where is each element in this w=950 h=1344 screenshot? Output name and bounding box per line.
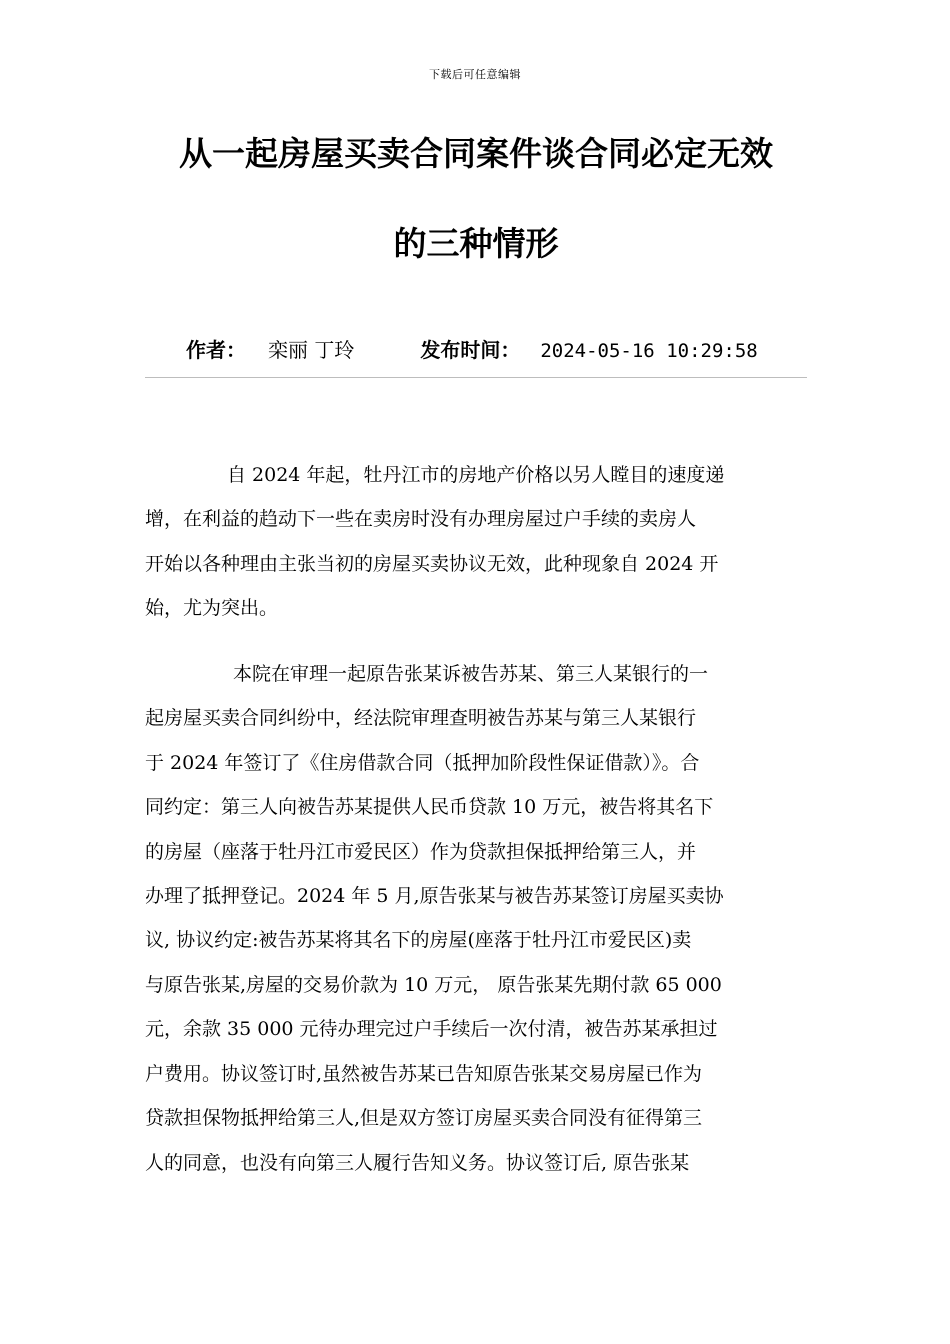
date-value: 2024-05-16 10:29:58 bbox=[540, 340, 758, 362]
paragraph-line: 户费用。协议签订时,虽然被告苏某已告知原告张某交易房屋已作为 bbox=[145, 1063, 703, 1085]
header-note: 下载后可任意编辑 bbox=[429, 68, 521, 81]
paragraph-line: 同约定：第三人向被告苏某提供人民币贷款 10 万元，被告将其名下 bbox=[145, 796, 714, 818]
title-line-1: 从一起房屋买卖合同案件谈合同必定无效 bbox=[179, 134, 773, 173]
author-value: 栾丽 丁玲 bbox=[268, 338, 355, 362]
paragraph-line: 开始以各种理由主张当初的房屋买卖协议无效，此种现象自 2024 开 bbox=[145, 553, 719, 575]
date-label: 发布时间： bbox=[420, 338, 521, 362]
paragraph-line: 增，在利益的趋动下一些在卖房时没有办理房屋过户手续的卖房人 bbox=[145, 508, 697, 530]
paragraph-line: 自 2024 年起，牡丹江市的房地产价格以另人瞠目的速度递 bbox=[227, 464, 725, 486]
paragraph-line: 贷款担保物抵押给第三人,但是双方签订房屋买卖合同没有征得第三 bbox=[145, 1107, 703, 1129]
paragraph-line: 起房屋买卖合同纠纷中，经法院审理查明被告苏某与第三人某银行 bbox=[145, 707, 697, 729]
paragraph-line: 办理了抵押登记。2024 年 5 月,原告张某与被告苏某签订房屋买卖协 bbox=[145, 885, 724, 907]
divider bbox=[145, 377, 807, 378]
author-label: 作者： bbox=[186, 338, 246, 362]
paragraph-line: 议, 协议约定:被告苏某将其名下的房屋(座落于牡丹江市爱民区)卖 bbox=[145, 929, 692, 951]
paragraph-line: 与原告张某,房屋的交易价款为 10 万元， 原告张某先期付款 65 000 bbox=[145, 974, 722, 996]
paragraph-line: 本院在审理一起原告张某诉被告苏某、第三人某银行的一 bbox=[233, 663, 709, 685]
title-line-2: 的三种情形 bbox=[393, 224, 559, 263]
paragraph-line: 始，尤为突出。 bbox=[145, 597, 279, 619]
paragraph-line: 人的同意，也没有向第三人履行告知义务。协议签订后, 原告张某 bbox=[145, 1152, 690, 1174]
paragraph-line: 于 2024 年签订了《住房借款合同（抵押加阶段性保证借款）》。合 bbox=[145, 752, 700, 774]
paragraph-line: 元，余款 35 000 元待办理完过户手续后一次付清，被告苏某承担过 bbox=[145, 1018, 718, 1040]
paragraph-line: 的房屋（座落于牡丹江市爱民区）作为贷款担保抵押给第三人，并 bbox=[145, 841, 697, 863]
article-meta bbox=[186, 334, 758, 363]
